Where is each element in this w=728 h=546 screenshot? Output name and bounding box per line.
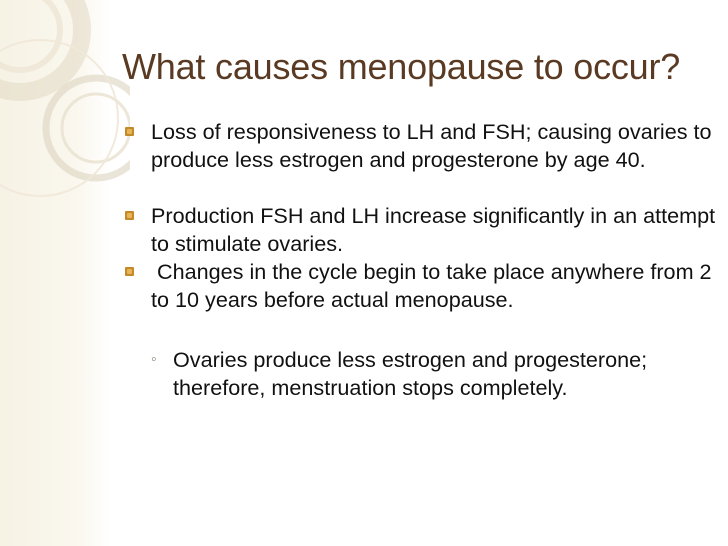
bullet-item (124, 118, 720, 202)
decorative-rings (0, 0, 130, 546)
sub-bullet-icon: ◦ (151, 351, 157, 368)
bullet-icon (125, 211, 134, 220)
bullet-item (124, 202, 720, 258)
bullet-text: Changes in the cycle begin to take place anywhere from 2 to 10 years before actual menopause. (151, 259, 718, 312)
bullet-item (124, 258, 720, 342)
sub-bullet-item (124, 346, 720, 402)
bullet-list (124, 118, 720, 402)
bullet-text: Loss of responsiveness to LH and FSH; causing ovaries to produce less estrogen and progesterone by age 40. (151, 119, 712, 172)
sub-bullet-text: Ovaries produce less estrogen and progesterone; therefore, menstruation stops completely. (173, 347, 648, 400)
bullet-icon (125, 267, 134, 276)
slide-title: What causes menopause to occur? (122, 46, 681, 87)
bullet-icon (125, 127, 134, 136)
bullet-text: Production FSH and LH increase significantly in an attempt to stimulate ovaries. (151, 203, 716, 256)
